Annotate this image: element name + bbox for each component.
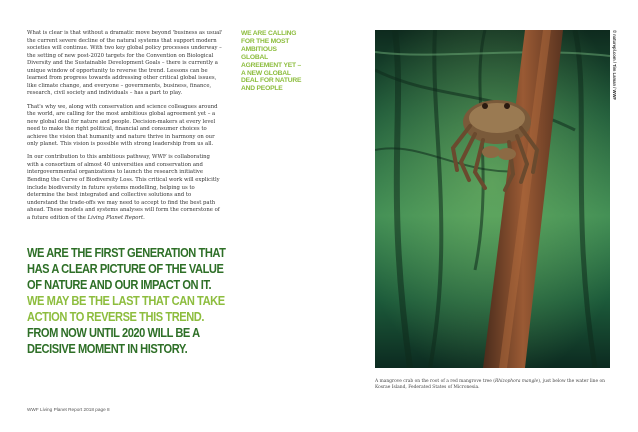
body-text-column	[27, 30, 223, 222]
photo-credit-text: © naturepl.com / Tim Laman / WWF	[612, 30, 617, 101]
body-paragraph-3	[27, 154, 223, 222]
caption-text-end: ), just below the water line on Kosrae Island, Federated States of Micronesia.	[375, 379, 605, 391]
mangrove-crab-photo	[375, 30, 610, 368]
pull-quote	[27, 245, 227, 357]
caption-species: Rhizophora mangle	[494, 379, 539, 384]
sidebar-quote: WE ARE CALLING FOR THE MOST AMBITIOUS GLOBAL AGREEMENT YET – A NEW GLOBAL DEAL FOR NATURE AND PEOPLE	[241, 30, 302, 93]
body-paragraph-3-text: In our contribution to this ambitious pathway, WWF is collaborating with a consortium of almost 40 universities and conservation and intergovernmental organizations to launch the research initiative Bending the Curve of Biodiversity Loss. This critical work will explicitly include biodiversity in future systems modelling, helping us to determine the best integrated and collective solutions and to understand the trade-offs we may need to accept to find the best path ahead. These models and systems analyses will form the cornerstone of a future edition of the	[27, 154, 220, 221]
photo-credit	[612, 30, 620, 101]
pull-quote-part-2: WE MAY BE THE LAST THAT CAN TAKE ACTION TO REVERSE THIS TREND.	[27, 293, 225, 324]
caption-text: A mangrove crab on the root of a red mangrove tree (	[375, 379, 495, 384]
body-paragraph-3-end: .	[143, 214, 145, 221]
pull-quote-part-1: WE ARE THE FIRST GENERATION THAT HAS A CLEAR PICTURE OF THE VALUE OF NATURE AND OUR IMPACT ON IT.	[27, 245, 226, 292]
photo-caption	[375, 379, 615, 391]
pull-quote-part-3: FROM NOW UNTIL 2020 WILL BE A DECISIVE MOMENT IN HISTORY.	[27, 325, 200, 356]
report-title-italic: Living Planet Report	[87, 214, 144, 221]
page-footer: WWF Living Planet Report 2018 page 8	[27, 407, 110, 412]
body-paragraph-1: What is clear is that without a dramatic move beyond 'business as usual' the current severe decline of the natural systems that support modern societies will continue. With two key global policy processes underway – the setting of new post-2020 targets for the Convention on Biological Diversity and the Sustainable Development Goals – there is currently a unique window of opportunity to reverse the trend. Lessons can be learned from progress towards addressing other critical global issues, like climate change, and everyone – governments, business, finance, research, civil society and individuals – has a part to play.	[27, 30, 223, 97]
photo-illustration	[375, 30, 610, 368]
body-paragraph-2: That's why we, along with conservation and science colleagues around the world, are calling for the most ambitious global agreement yet – a new global deal for nature and people. Decision-makers at every level need to make the right political, financial and consumer choices to achieve the vision that humanity and nature thrive in harmony on our only planet. This vision is possible with strong leadership from us all.	[27, 103, 218, 148]
